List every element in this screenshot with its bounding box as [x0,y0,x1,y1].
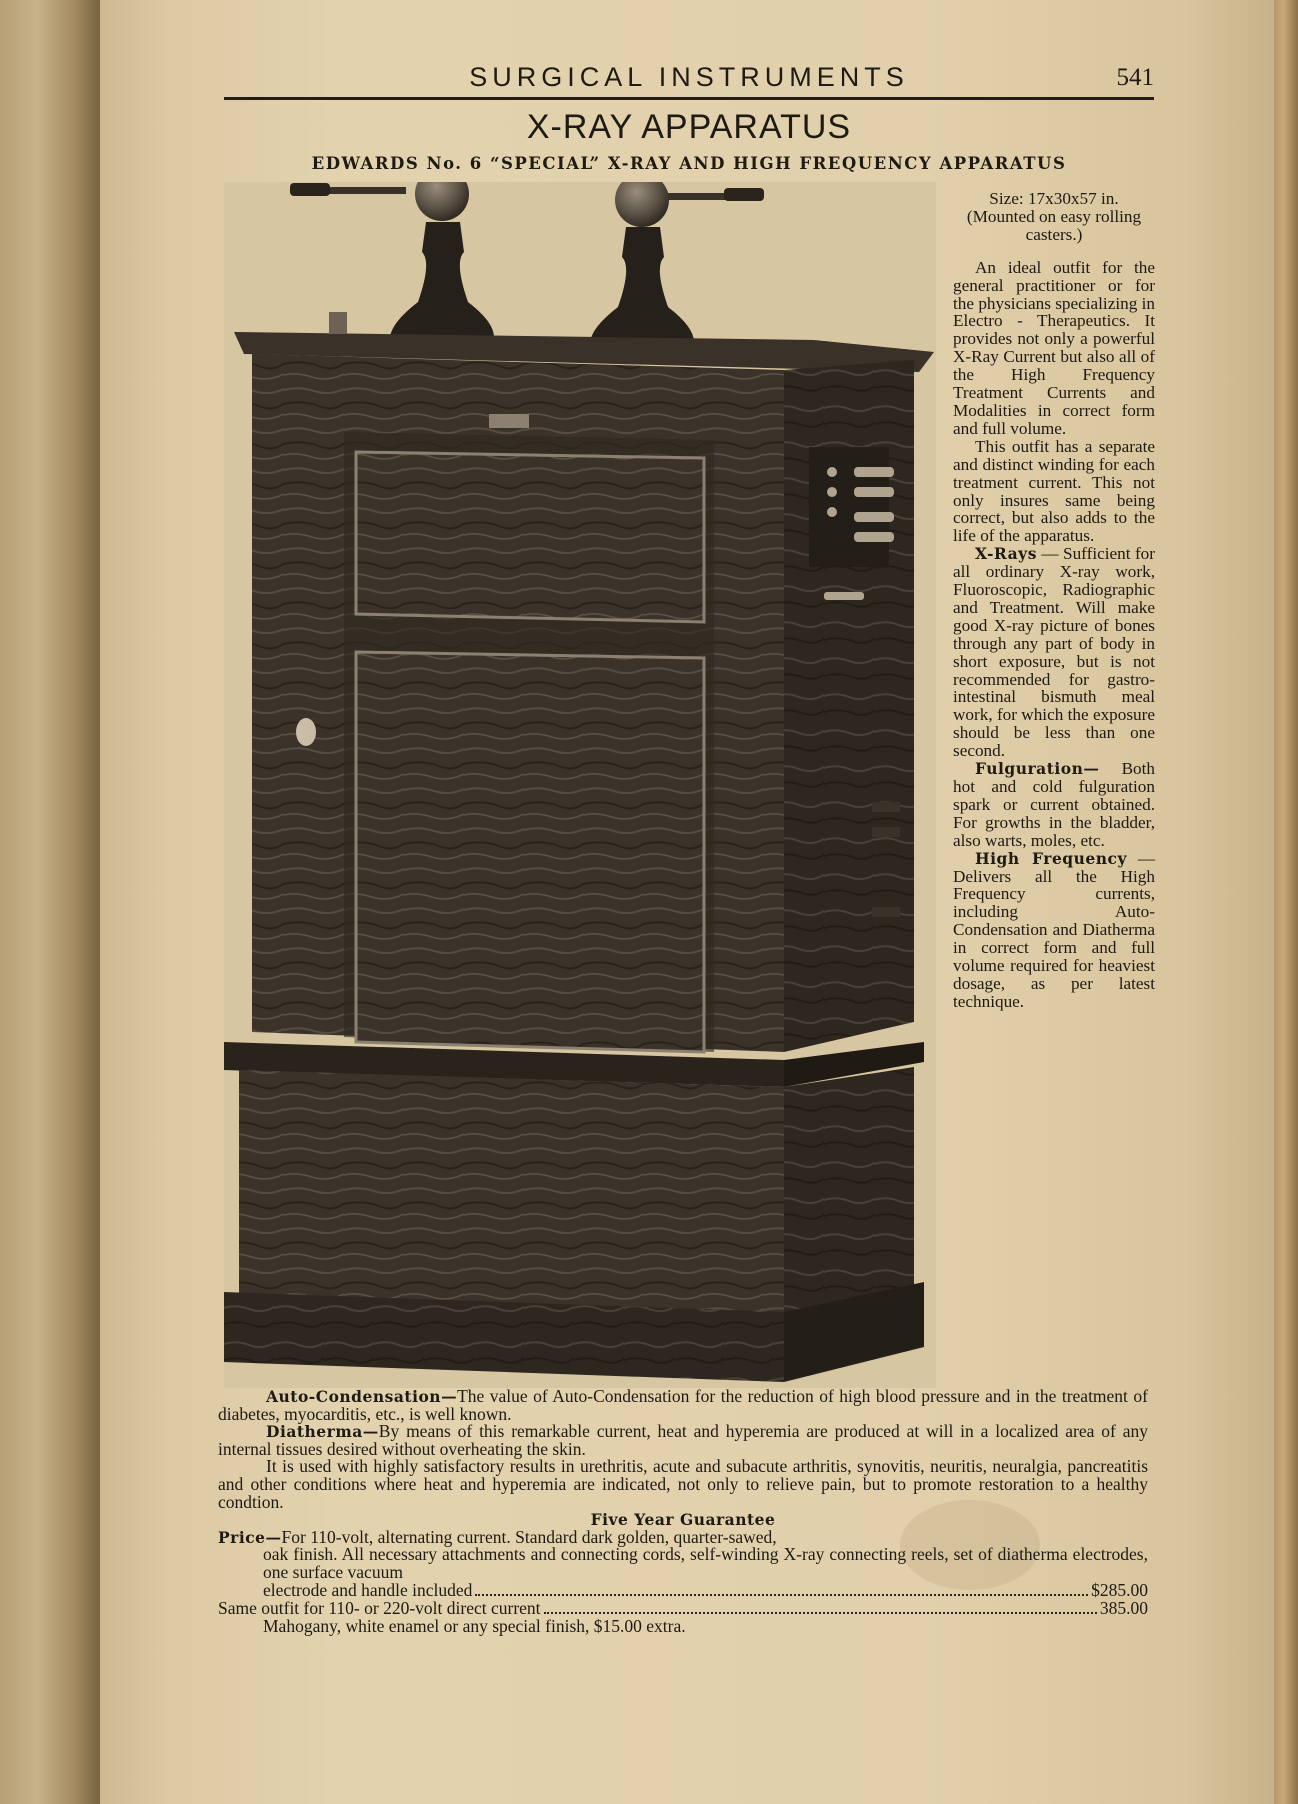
xrays-text: — Sufficient for all ordinary X-ray work, Fluoroscopic, Radiographic and Treatment. Will make good X-ray picture of bones through any part of body in short exposure, but is not recommended for gastro-intestinal bismuth meal work, for which the exposure should be less than one second. [953,544,1155,761]
auto-condensation-text: The value of Auto-Condensation for the reduction of high blood pressure and in the treatment of diabetes, myocarditis, etc., is well known. [218,1386,1148,1424]
dot-leader [544,1612,1097,1614]
diatherma-paragraph [218,1423,1148,1458]
header-rule [224,97,1154,100]
fulguration-text: Both hot and cold fulguration spark or current obtained. For growths in the bladder, also warts, moles, etc. [953,759,1155,850]
high-frequency-text: —Delivers all the High Frequency currents, including Auto-Condensation and Diatherma in correct form and full volume required for heaviest dosage, as per latest technique. [953,848,1155,1011]
same-outfit-text: Same outfit for 110- or 220-volt direct current [218,1597,541,1618]
size-text: Size: 17x30x57 in. [989,189,1119,208]
winding-paragraph: This outfit has a separate and distinct winding for each treatment current. This not only insures same being correct, but also adds to the life of the apparatus. [953,436,1155,546]
xray-cabinet-illustration [224,182,936,1388]
price-line-1 [218,1579,1148,1600]
price-details: oak finish. All necessary attachments and connecting cords, self-winding X-ray connecting reels, set of diatherma electrodes, one surface vacuum [263,1544,1148,1582]
bottom-text [218,1388,1148,1635]
dot-leader [475,1594,1088,1596]
product-subtitle: EDWARDS No. 6 “SPECIAL” X-RAY AND HIGH FREQUENCY APPARATUS [311,154,1067,173]
price-heading: Price— [218,1527,282,1547]
size-note: (Mounted on easy rolling casters.) [966,206,1142,244]
auto-condensation-paragraph [218,1388,1148,1423]
book-binding-left [0,0,105,1804]
page-title: X-RAY APPARATUS [526,108,852,146]
page-number: 541 [1116,64,1154,91]
price-text-3: electrode and handle included [263,1579,473,1600]
price-text-1: For 110-volt, alternating current. Standard dark golden, quarter-sawed, [281,1526,777,1547]
description-column [953,190,1155,1011]
extra-finish-text: Mahogany, white enamel or any special finish, $15.00 extra. [263,1615,686,1636]
xrays-paragraph [953,545,1155,760]
fulguration-heading: Fulguration— [975,759,1100,779]
fulguration-paragraph [953,760,1155,850]
price-value-1: $285.00 [1091,1579,1148,1600]
guarantee-heading: Five Year Guarantee [590,1510,776,1530]
high-frequency-heading: High Frequency [975,848,1127,868]
price-line-2 [218,1597,1148,1618]
uses-paragraph: It is used with highly satisfactory results in urethritis, acute and subacute arthritis, synovitis, neuritis, neuralgia, pancreatitis and other conditions where heat and hyperemia are indicated, not only to relieve pain, but to promote restoration to a healthy condtion. [218,1456,1148,1512]
xrays-heading: X-Rays [975,544,1037,564]
intro-paragraph: An ideal outfit for the general practitioner or for the physicians specializing in Electro - Therapeutics. It provides not only a powerful X-Ray Current but also all of the High Frequency Treatment Currents and Modalities in correct form and full volume. [953,257,1155,438]
high-frequency-paragraph [953,850,1155,1011]
running-head [224,58,1154,98]
running-title: SURGICAL INSTRUMENTS [469,62,909,92]
diatherma-heading: Diatherma— [266,1422,379,1442]
diatherma-text: By means of this remarkable current, heat and hyperemia are produced at will in a localized area of any internal tissues desired without overheating the skin. [218,1421,1148,1459]
price-value-2: 385.00 [1099,1597,1148,1618]
book-edge-right [1274,0,1298,1804]
auto-condensation-heading: Auto-Condensation— [266,1387,458,1406]
size-block [953,190,1155,244]
